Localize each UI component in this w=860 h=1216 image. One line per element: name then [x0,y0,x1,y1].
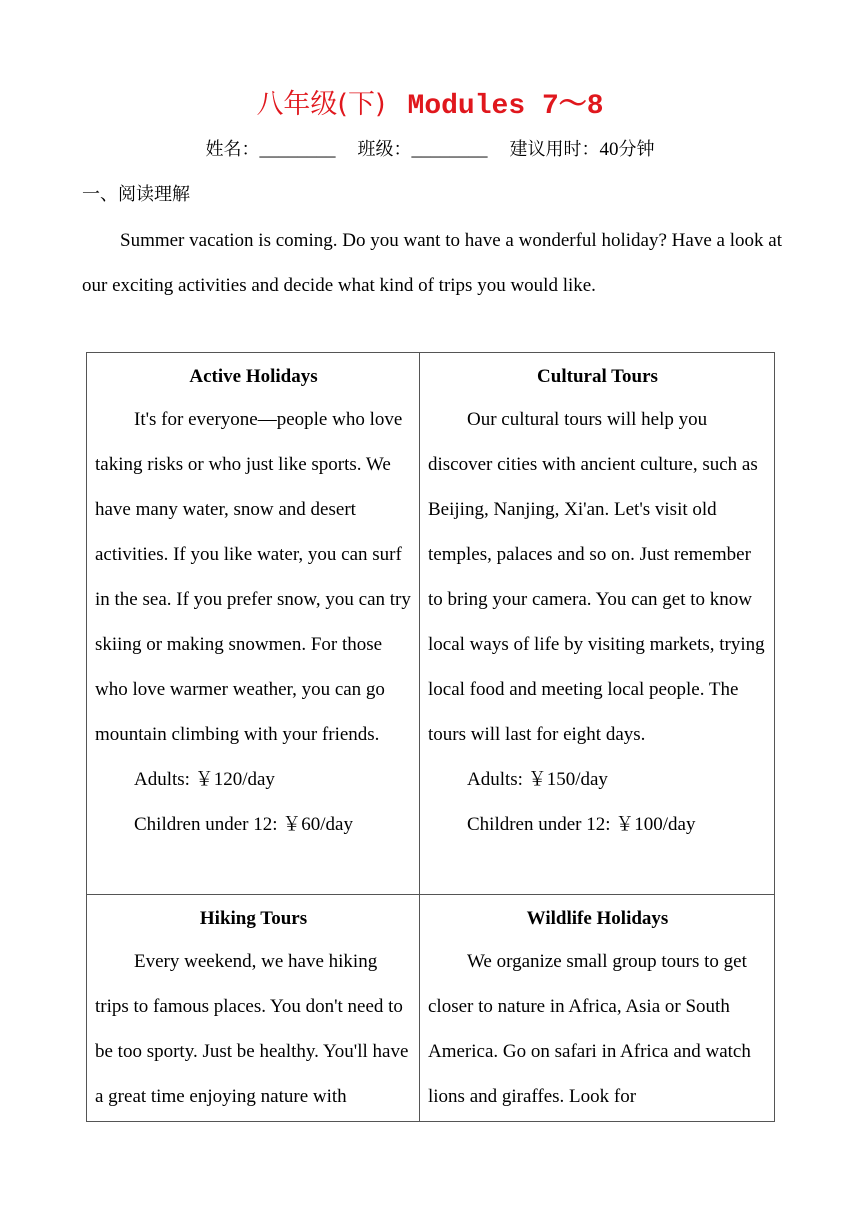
student-info-line [0,136,860,164]
name-blank[interactable]: ________ [259,139,336,160]
table-row [87,353,775,895]
activities-table [86,352,775,1122]
section-heading: 一、阅读理解 [82,184,190,205]
time-value: 40 [599,139,619,160]
cell-body: Our cultural tours will help you discover cities with ancient culture, such as Beijing, Nanjing, Xi'an. Let's visit old temples, palaces and so on. Just remember to bring your camera. You can get to know local ways of life by visiting markets, trying local food and meeting local people. The tours will last for eight days. [428,409,765,745]
page-title [0,84,860,128]
price-adults: Adults: ￥150/day [467,769,608,790]
cell-title: Wildlife Holidays [526,908,669,929]
cell-cultural-tours [420,353,775,895]
time-unit: 分钟 [618,139,655,160]
price-children: Children under 12: ￥100/day [467,814,696,835]
cell-title: Hiking Tours [199,908,308,929]
cell-wildlife-holidays [420,895,775,1122]
title-modules: Modules 7～8 [407,91,604,122]
time-label: 建议用时： [509,139,600,160]
cell-body: We organize small group tours to get closer to nature in Africa, Asia or South America. Go on safari in Africa and watch lions and giraffes. Look for [428,951,751,1107]
cell-body: It's for everyone—people who love taking risks or who just like sports. We have many water, snow and desert activities. If you like water, you can surf in the sea. If you prefer snow, you can try skiing or making snowmen. For those who love warmer weather, you can go mountain climbing with your friends. [95,409,411,745]
cell-body: Every weekend, we have hiking trips to famous places. You don't need to be too sporty. Just be healthy. You'll have a great time enjoying nature with [95,951,409,1107]
price-children: Children under 12: ￥60/day [134,814,353,835]
name-label: 姓名： [205,139,260,160]
cell-hiking-tours [87,895,420,1122]
title-grade: 八年级(下) [256,89,386,120]
class-label: 班级： [357,139,412,160]
cell-title: Cultural Tours [537,366,658,387]
cell-title: Active Holidays [189,366,318,387]
class-blank[interactable]: ________ [411,139,488,160]
price-adults: Adults: ￥120/day [134,769,275,790]
table-row [87,895,775,1122]
cell-active-holidays [87,353,420,895]
intro-paragraph: Summer vacation is coming. Do you want to have a wonderful holiday? Have a look at our exciting activities and decide what kind of trips you would like. [82,230,782,296]
